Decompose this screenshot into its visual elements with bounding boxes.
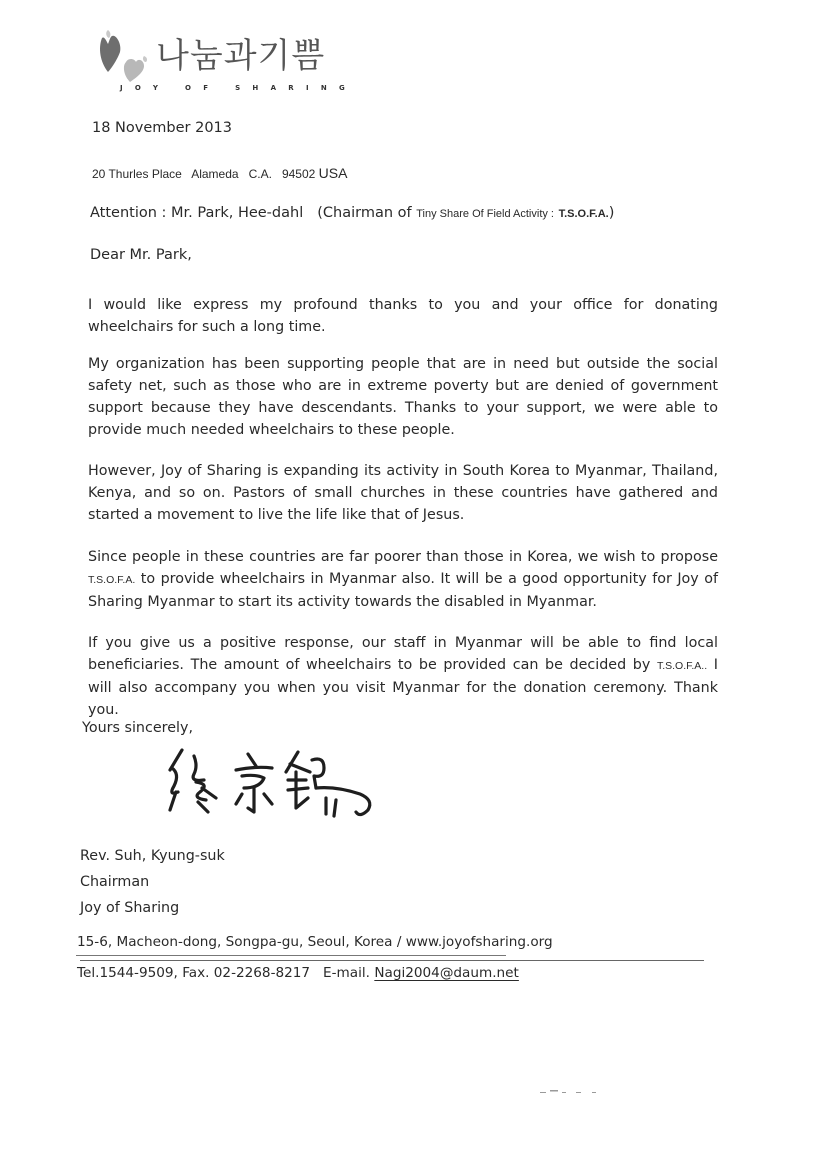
address-country: USA [318,165,348,181]
paragraph-4-text-a: Since people in these countries are far poorer than those in Korea, we wish to propose [88,549,718,565]
logo-english-text: JOY OF SHARING [120,84,358,92]
attention-org-name: Tiny Share Of Field Activity : [416,208,554,220]
footer-address: 15-6, Macheon-dong, Songpa-gu, Seoul, Korea / www.joyofsharing.org [77,934,553,950]
footer-divider [76,955,506,956]
paragraph-5-text-a: If you give us a positive response, our staff in Myanmar will be able to find local beneficiaries. The amount of wheelchairs to be provided can be decided by [88,635,718,673]
footer-divider [80,960,704,961]
footer-contact [77,965,519,981]
leaf-shape [143,56,147,62]
recipient-address [92,165,347,181]
attention-label: Attention : Mr. Park, Hee-dahl [90,205,304,221]
body-paragraph-2: My organization has been supporting people that are in need but outside the social safety net, such as those who are in extreme poverty but are denied of government support because they have descendants. Thanks to your support, we were able to provide much needed wheelchairs to these people. [88,356,718,438]
hearts-logo-icon [96,28,156,84]
closing: Yours sincerely, [82,720,193,736]
body-paragraph-3: However, Joy of Sharing is expanding its activity in South Korea to Myanmar, Thailand, Kenya, and so on. Pastors of small churches in these countries have gathered and started a movement to live the life like that of Jesus. [88,463,718,523]
footer-email-label: E-mail. [323,965,370,981]
attention-line [90,205,614,221]
salutation: Dear Mr. Park, [90,247,192,263]
attention-role-prefix: (Chairman of [317,205,412,221]
logo-korean-text: 나눔과기쁨 [156,36,326,76]
footer-email-link[interactable]: Nagi2004@daum.net [374,965,519,981]
address-street: 20 Thurles Place [92,167,182,181]
paragraph-4-text-b: to provide wheelchairs in Myanmar also. It will be a good opportunity for Joy of Sharing Myanmar to start its activity towards the disabled in Myanmar. [88,571,718,610]
address-zip: 94502 [281,167,316,181]
letter-date: 18 November 2013 [92,120,233,136]
signer-organization: Joy of Sharing [80,900,180,916]
paragraph-5-abbr: T.S.O.F.A.. [656,660,708,672]
signature-icon [160,738,400,823]
scan-artifact [540,1080,600,1086]
body-paragraph-1: I would like express my profound thanks to you and your office for donating wheelchairs for such a long time. [88,297,718,335]
body-paragraph-5 [88,632,718,721]
body-paragraph-4 [88,546,718,613]
dark-heart-shape [100,36,120,72]
paragraph-4-abbr: T.S.O.F.A. [88,574,136,586]
signer-title: Chairman [80,874,150,890]
paragraph-5-text-b: I will also accompany you when you visit Myanmar for the donation ceremony. Thank you. [88,657,718,718]
address-state: C.A. [248,167,272,181]
footer-tel-fax: Tel.1544-9509, Fax. 02-2268-8217 [77,965,311,981]
handwritten-signature [160,738,400,823]
letterhead-logo [96,28,358,98]
signer-name: Rev. Suh, Kyung-suk [80,848,225,864]
leaf-shape [106,30,110,38]
attention-org-abbr: T.S.O.F.A. [558,208,609,220]
attention-role-suffix: ) [608,205,615,221]
address-city: Alameda [191,167,239,181]
light-heart-shape [124,59,144,82]
